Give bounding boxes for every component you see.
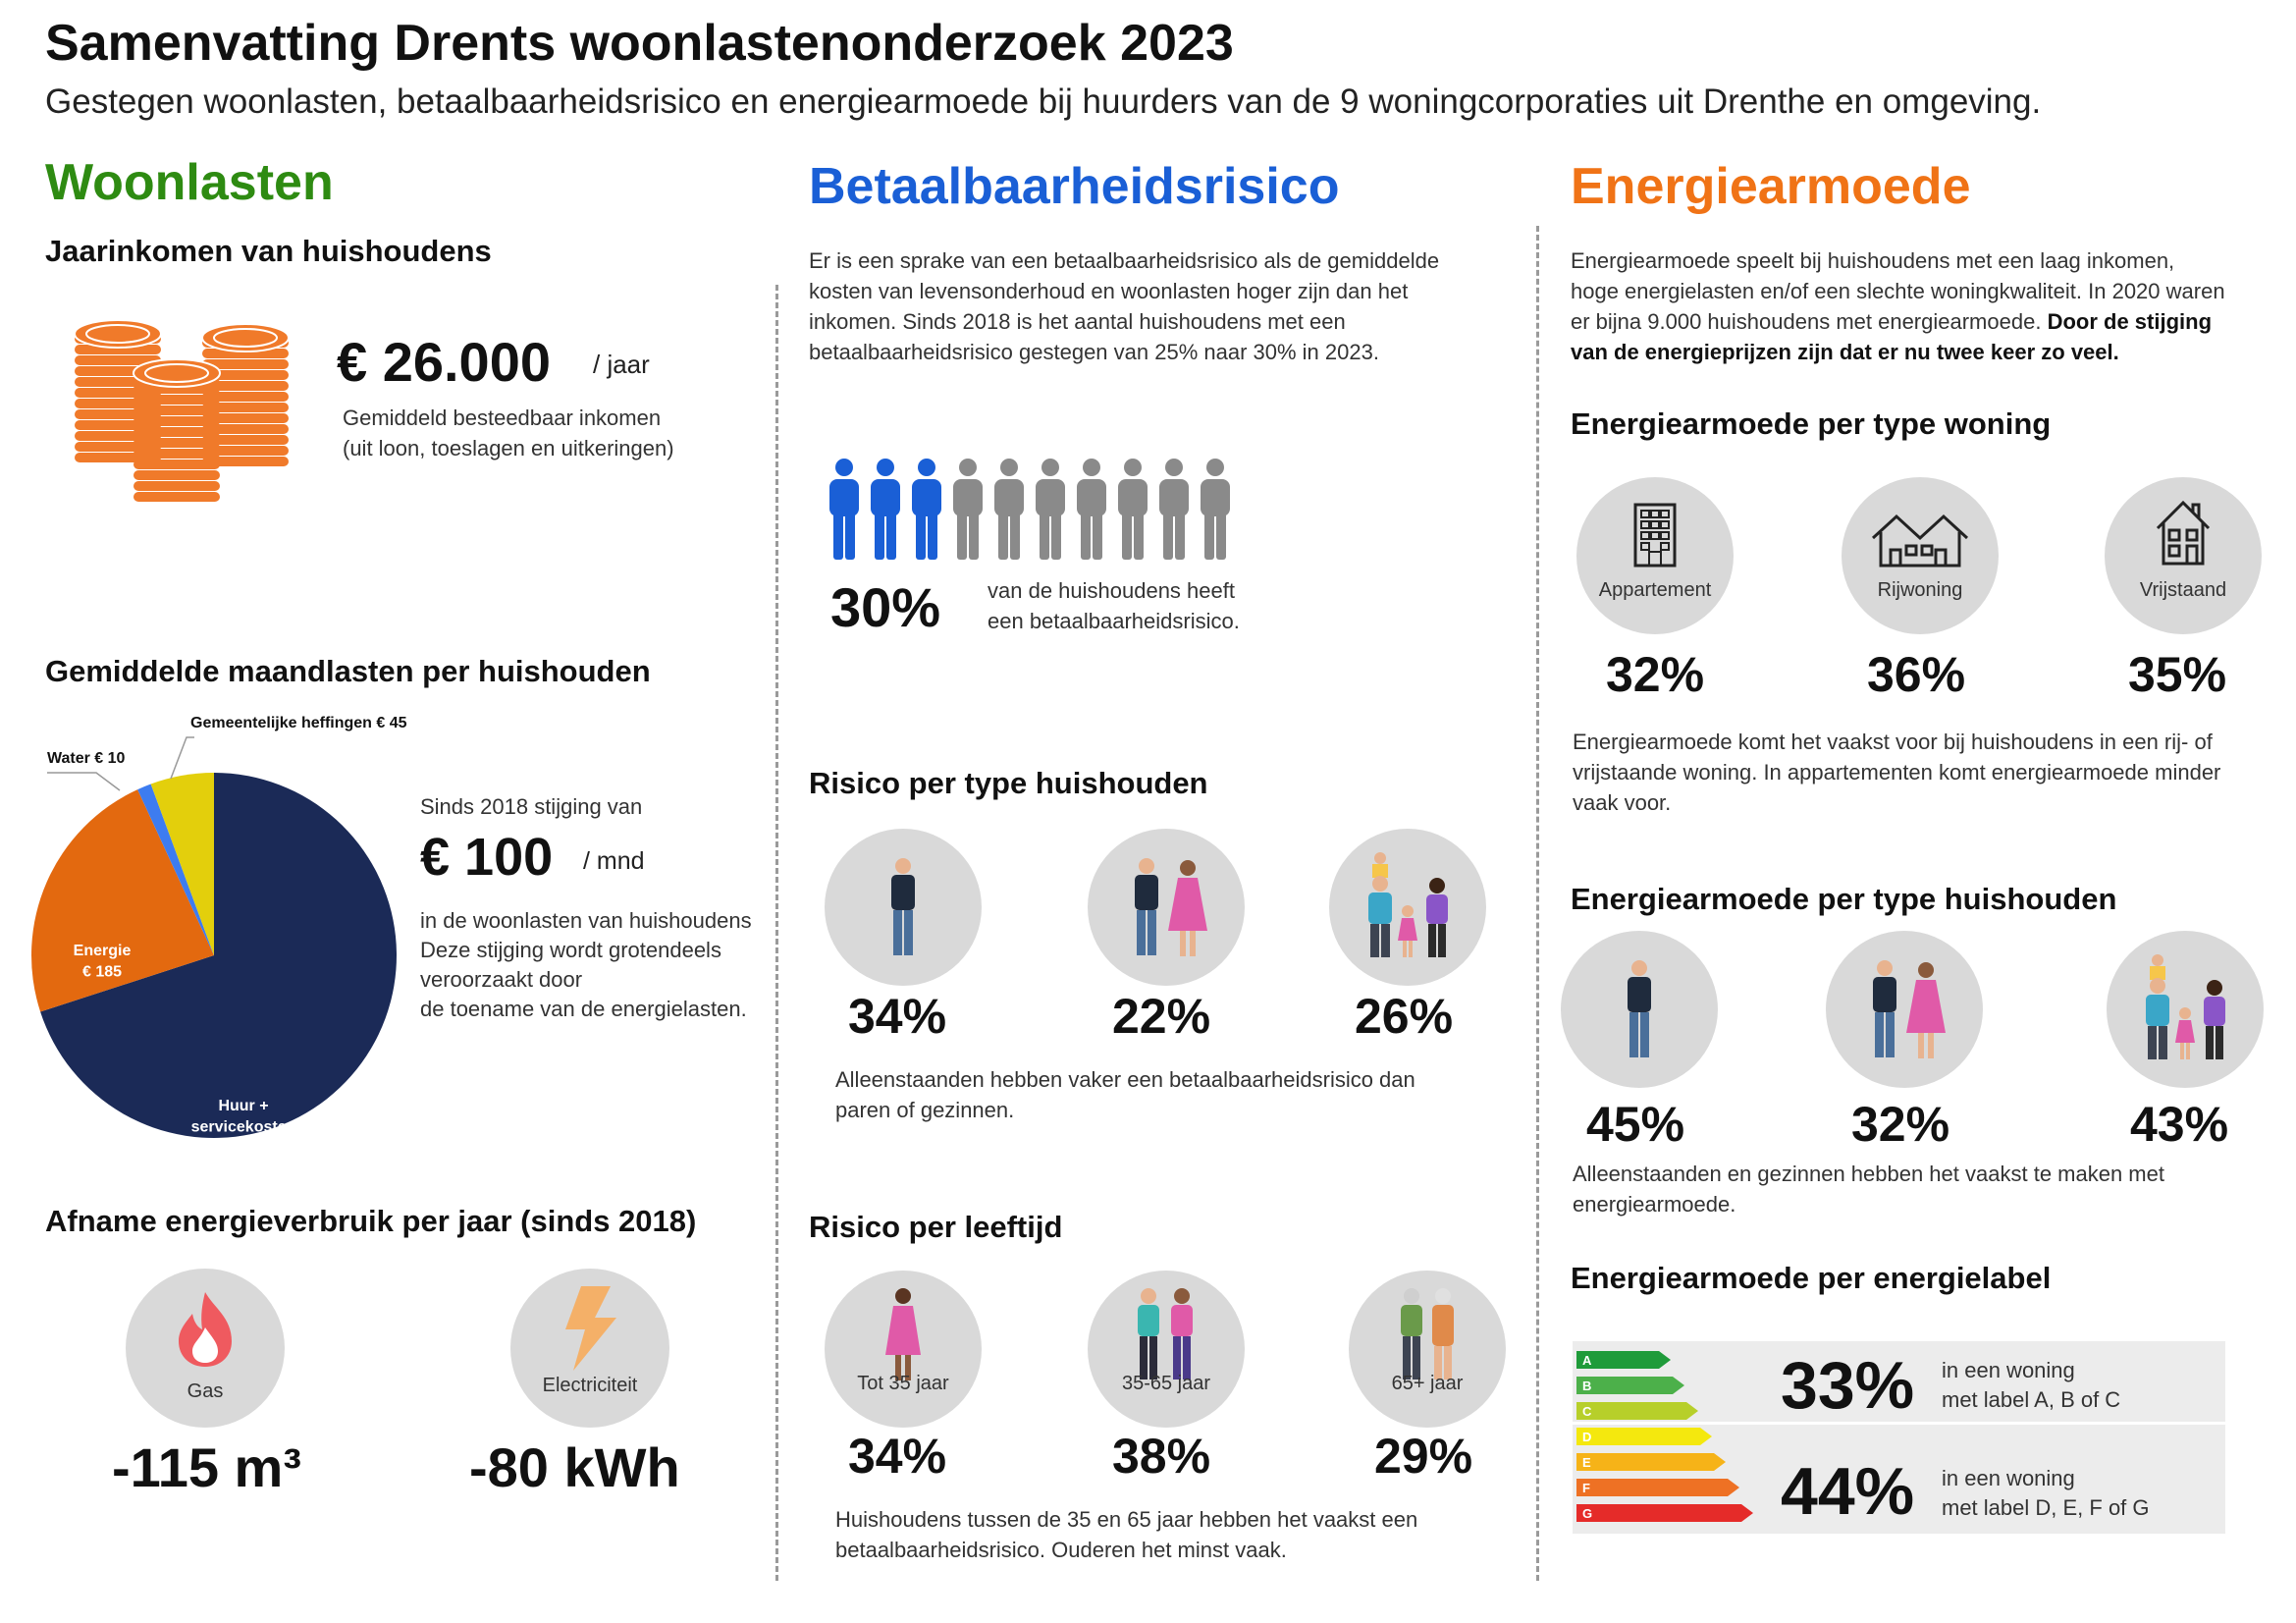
- huishouden-note-1: Alleenstaanden en gezinnen hebben het vaakst te maken met: [1573, 1162, 2164, 1186]
- person-icon: [1036, 459, 1065, 560]
- person-icon: [953, 459, 983, 560]
- energiearmoede-intro-1: Energiearmoede speelt bij huishoudens met een laag inkomen,: [1571, 248, 2175, 273]
- age-young-value: 34%: [848, 1429, 947, 1484]
- energy-label-bar-D: [1576, 1428, 1712, 1445]
- label-dg-desc-2: met label D, E, F of G: [1942, 1495, 2150, 1520]
- woonlasten-heading: Woonlasten: [45, 154, 334, 211]
- betaalbaarheid-percent: 30%: [830, 576, 941, 638]
- risico-couple-value: 22%: [1112, 989, 1211, 1044]
- ea-single-circle: [1561, 931, 1718, 1088]
- risico-family-value: 26%: [1355, 989, 1454, 1044]
- risico-family-circle: [1329, 829, 1486, 986]
- huishouden-note-2: energiearmoede.: [1573, 1192, 1736, 1217]
- coin: [133, 470, 220, 480]
- betaalbaarheid-intro-3: inkomen. Sinds 2018 is het aantal huishoudens met een: [809, 309, 1346, 334]
- gas-circle: [126, 1269, 285, 1428]
- pie-leader-water: [47, 773, 120, 790]
- single-person-icon: [1618, 958, 1661, 1066]
- woning-row-value: 36%: [1867, 647, 1966, 702]
- income-unit: / jaar: [593, 350, 650, 379]
- woning-apartment-circle: [1576, 477, 1734, 634]
- label-abc-desc-1: in een woning: [1942, 1358, 2075, 1382]
- coin-stack-icon: [69, 312, 294, 509]
- electricity-circle: [510, 1269, 669, 1428]
- energy-label-bar-G: [1576, 1504, 1753, 1522]
- family-icon: [1359, 850, 1461, 964]
- electricity-label: Electriciteit: [542, 1375, 638, 1396]
- energy-label-letter-E: E: [1582, 1455, 1591, 1470]
- page-subtitle: Gestegen woonlasten, betaalbaarheidsrisico en energiearmoede bij huurders van de 9 woningcorporaties uit Drenthe en omgeving.: [45, 82, 2042, 121]
- lightning-icon: [560, 1284, 620, 1373]
- flame-icon: [169, 1288, 241, 1371]
- income-desc-2: (uit loon, toeslagen en uitkeringen): [343, 436, 674, 460]
- person-icon: [871, 459, 900, 560]
- betaalbaarheid-desc-1: van de huishoudens heeft: [988, 578, 1235, 603]
- energy-label-bar-F: [1576, 1479, 1739, 1496]
- betaalbaarheid-intro-1: Er is een sprake van een betaalbaarheidsrisico als de gemiddelde: [809, 248, 1440, 273]
- age-middle-value: 38%: [1112, 1429, 1211, 1484]
- coin: [133, 416, 220, 426]
- risico-leeftijd-note-1: Huishoudens tussen de 35 en 65 jaar hebben het vaakst een: [835, 1507, 1418, 1532]
- betaalbaarheid-intro-2: kosten van levensonderhoud en woonlasten hoger zijn dan het: [809, 279, 1409, 303]
- woning-note-1: Energiearmoede komt het vaakst voor bij huishoudens in een rij- of: [1573, 730, 2213, 754]
- energiearmoede-intro-2: hoge energielasten en/of een slechte woningkwaliteit. In 2020 waren: [1571, 279, 2225, 303]
- adults-icon: [1131, 1286, 1201, 1384]
- risico-leeftijd-note-2: betaalbaarheidsrisico. Ouderen het minst vaak.: [835, 1538, 1287, 1562]
- ea-couple-circle: [1826, 931, 1983, 1088]
- coin: [133, 449, 220, 459]
- ea-family-circle: [2107, 931, 2264, 1088]
- person-icon: [994, 459, 1024, 560]
- risico-single-value: 34%: [848, 989, 947, 1044]
- age-young-circle: [825, 1271, 982, 1428]
- label-abc-value: 33%: [1781, 1348, 1915, 1423]
- age-senior-circle: [1349, 1271, 1506, 1428]
- pie-label-energie: Energie € 185: [73, 943, 132, 981]
- risico-type-note-1: Alleenstaanden hebben vaker een betaalbaarheidsrisico dan: [835, 1067, 1415, 1092]
- energielabel-heading: Energiearmoede per energielabel: [1571, 1261, 2052, 1295]
- woning-apartment-label: Appartement: [1598, 579, 1712, 601]
- age-middle-label: 35-65 jaar: [1121, 1373, 1211, 1394]
- maandlasten-value: € 100: [420, 828, 554, 887]
- single-person-icon: [881, 856, 925, 964]
- pie-leader-heffingen: [171, 737, 194, 779]
- betaalbaarheid-desc-2: een betaalbaarheidsrisico.: [988, 609, 1240, 633]
- woning-apartment-value: 32%: [1606, 647, 1705, 702]
- row-house-icon: [1871, 513, 1969, 568]
- maandlasten-line-2: Deze stijging wordt grotendeels: [420, 938, 721, 962]
- energy-label-letter-B: B: [1582, 1379, 1592, 1393]
- energy-label-letter-D: D: [1582, 1430, 1592, 1444]
- family-icon: [2136, 952, 2238, 1066]
- label-dg-value: 44%: [1781, 1454, 1915, 1529]
- detached-house-icon: [2154, 499, 2213, 568]
- energielabel-scale: [1576, 1349, 1783, 1534]
- coin: [133, 427, 220, 437]
- risico-single-circle: [825, 829, 982, 986]
- energy-label-bar-E: [1576, 1453, 1726, 1471]
- coin: [133, 460, 220, 469]
- woning-row-circle: [1842, 477, 1999, 634]
- energy-label-bar-B: [1576, 1377, 1684, 1394]
- betaalbaarheid-intro-4: betaalbaarheidsrisico gestegen van 25% naar 30% in 2023.: [809, 340, 1379, 364]
- woning-row-label: Rijwoning: [1877, 579, 1963, 601]
- energy-label-letter-G: G: [1582, 1506, 1593, 1521]
- woning-detached-value: 35%: [2128, 647, 2227, 702]
- coin: [133, 438, 220, 448]
- energiearmoede-intro-bold-1: Door de stijging: [2047, 309, 2213, 334]
- person-icon: [1201, 459, 1230, 560]
- woning-heading: Energiearmoede per type woning: [1571, 406, 2052, 441]
- income-heading: Jaarinkomen van huishoudens: [45, 234, 492, 268]
- maandlasten-pie-chart: [20, 702, 432, 1158]
- person-icon: [1077, 459, 1106, 560]
- apartment-icon: [1629, 503, 1681, 568]
- risico-type-note-2: paren of gezinnen.: [835, 1098, 1015, 1122]
- risico-couple-circle: [1088, 829, 1245, 986]
- betaalbaarheid-heading: Betaalbaarheidsrisico: [809, 158, 1340, 215]
- label-dg-desc-1: in een woning: [1942, 1466, 2075, 1490]
- energy-label-letter-A: A: [1582, 1353, 1592, 1368]
- column-divider-2: [1536, 226, 1539, 1581]
- person-icon: [1159, 459, 1189, 560]
- risico-leeftijd-heading: Risico per leeftijd: [809, 1210, 1063, 1244]
- couple-icon: [1121, 856, 1215, 964]
- person-icon: [829, 459, 859, 560]
- ea-single-value: 45%: [1586, 1097, 1685, 1152]
- woning-detached-circle: [2105, 477, 2262, 634]
- column-divider-1: [775, 285, 778, 1581]
- coin: [133, 492, 220, 502]
- income-value: € 26.000: [337, 331, 551, 393]
- maandlasten-line-1: in de woonlasten van huishoudens: [420, 908, 752, 933]
- income-desc-1: Gemiddeld besteedbaar inkomen: [343, 406, 662, 430]
- energielabel-panel: [1573, 1341, 2225, 1534]
- pie-label-heffingen: Gemeentelijke heffingen € 45: [190, 715, 407, 731]
- pie-label-huur: Huur + servicekosten € 560: [190, 1098, 296, 1158]
- maandlasten-line-3: veroorzaakt door: [420, 967, 583, 992]
- woning-note-2: vrijstaande woning. In appartementen komt energiearmoede minder: [1573, 760, 2221, 784]
- page-title: Samenvatting Drents woonlastenonderzoek 2023: [45, 15, 1234, 72]
- huishouden-heading: Energiearmoede per type huishouden: [1571, 882, 2117, 916]
- coin: [133, 395, 220, 405]
- maandlasten-heading: Gemiddelde maandlasten per huishouden: [45, 654, 651, 688]
- energy-label-letter-F: F: [1582, 1481, 1590, 1495]
- energy-label-bar-C: [1576, 1402, 1698, 1420]
- ea-couple-value: 32%: [1851, 1097, 1950, 1152]
- coin: [133, 481, 220, 491]
- afname-heading: Afname energieverbruik per jaar (sinds 2018): [45, 1204, 697, 1238]
- gas-label: Gas: [187, 1380, 224, 1402]
- age-senior-label: 65+ jaar: [1391, 1373, 1464, 1394]
- person-icon: [1118, 459, 1148, 560]
- energiearmoede-intro-4: van de energieprijzen zijn dat er nu twee keer zo veel.: [1571, 340, 2119, 364]
- pie-label-water: Water € 10: [47, 750, 126, 767]
- woning-detached-label: Vrijstaand: [2139, 579, 2227, 601]
- person-icon: [912, 459, 941, 560]
- maandlasten-line-4: de toename van de energielasten.: [420, 997, 747, 1021]
- energiearmoede-heading: Energiearmoede: [1571, 158, 1971, 215]
- young-woman-icon: [881, 1286, 925, 1384]
- maandlasten-intro: Sinds 2018 stijging van: [420, 794, 643, 819]
- ea-family-value: 43%: [2130, 1097, 2229, 1152]
- seniors-icon: [1394, 1286, 1461, 1384]
- coin: [133, 406, 220, 415]
- risico-type-heading: Risico per type huishouden: [809, 766, 1208, 800]
- age-senior-value: 29%: [1374, 1429, 1473, 1484]
- couple-icon: [1859, 958, 1953, 1066]
- energiearmoede-intro-3-text: er bijna 9.000 huishoudens met energiearmoede.: [1571, 309, 2042, 334]
- energy-label-letter-C: C: [1582, 1404, 1592, 1419]
- gas-value: -115 m³: [112, 1436, 301, 1498]
- maandlasten-unit: / mnd: [583, 847, 645, 875]
- woning-note-3: vaak voor.: [1573, 790, 1672, 815]
- age-young-label: Tot 35 jaar: [857, 1373, 949, 1394]
- energiearmoede-intro-3: [1571, 306, 2212, 337]
- people-pictogram: [825, 458, 1256, 562]
- age-middle-circle: [1088, 1271, 1245, 1428]
- electricity-value: -80 kWh: [469, 1436, 680, 1498]
- label-abc-desc-2: met label A, B of C: [1942, 1387, 2121, 1412]
